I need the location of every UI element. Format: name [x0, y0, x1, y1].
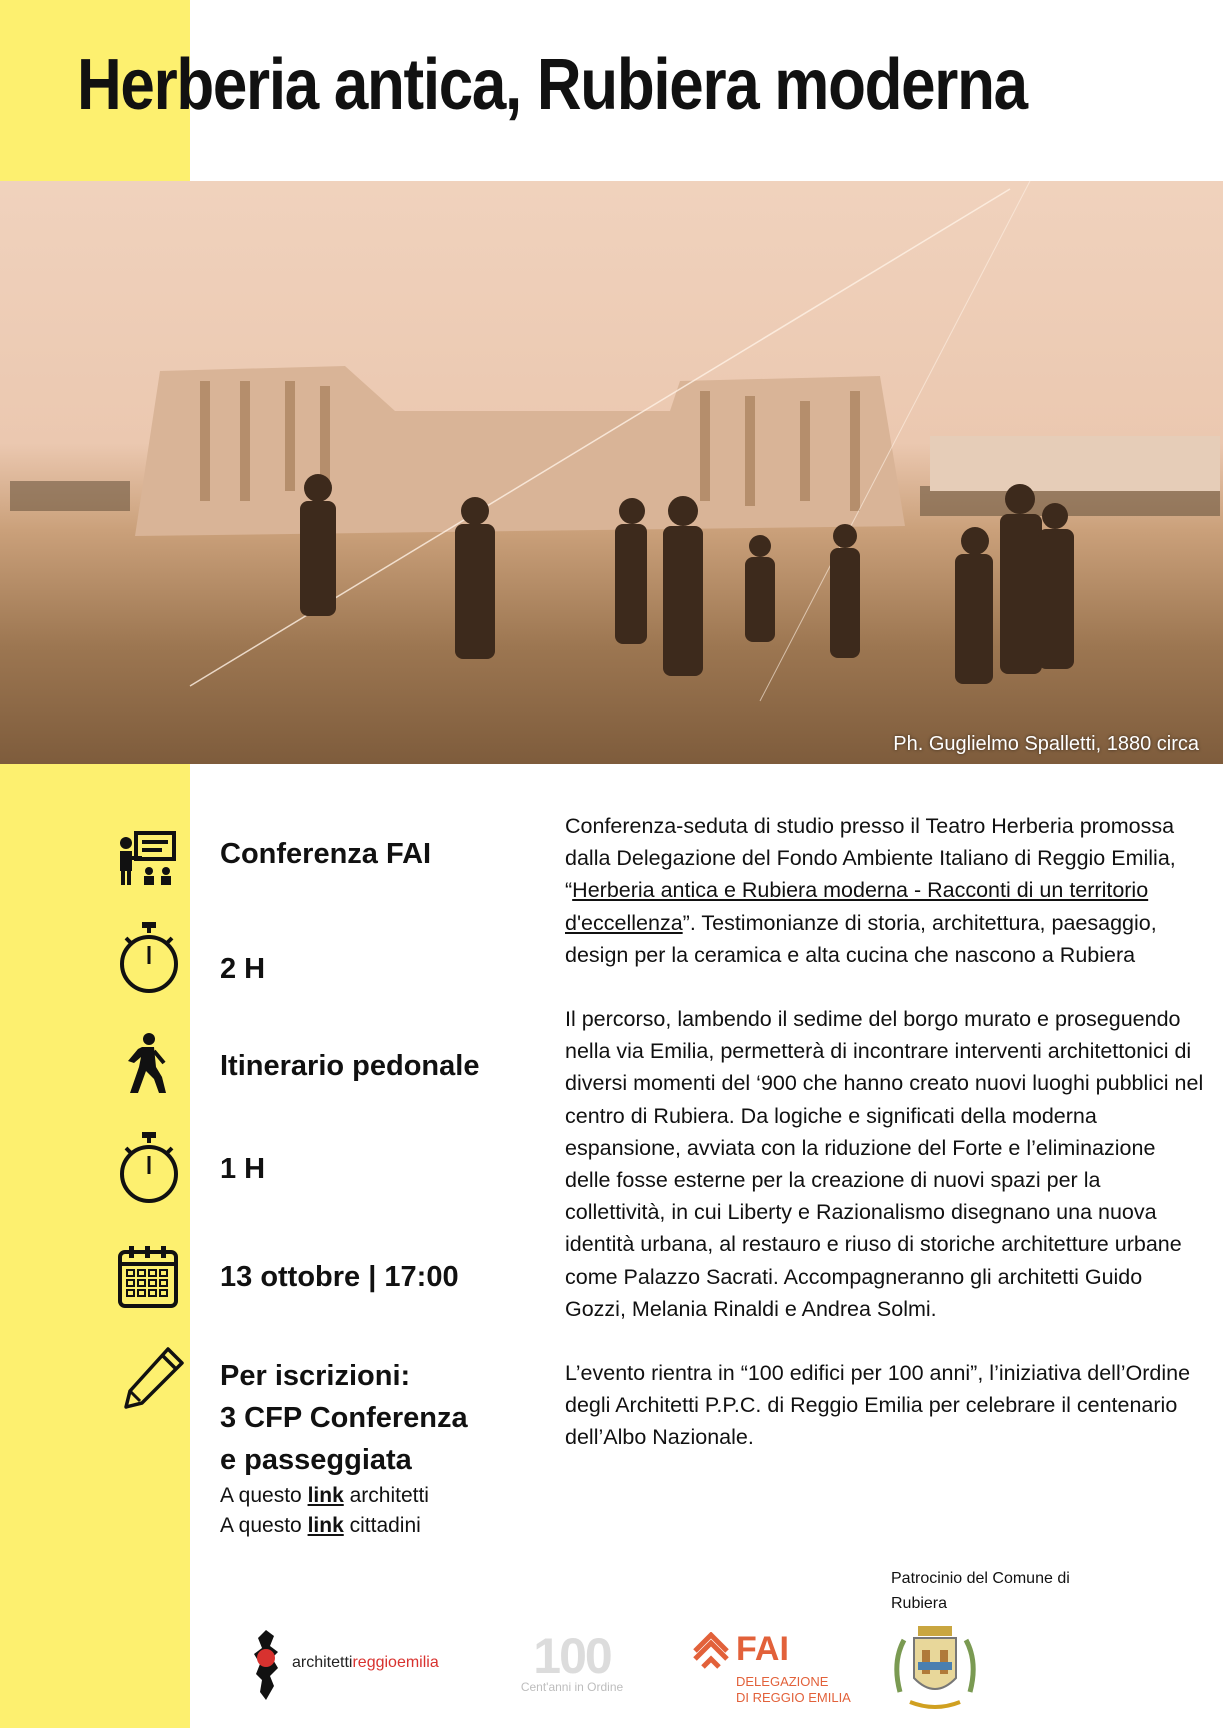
event-description — [565, 810, 1205, 1486]
registration-cfp-cont: e passeggiata — [220, 1444, 412, 1476]
citizens-link[interactable]: link — [307, 1514, 344, 1537]
description-paragraph-1: Conferenza-seduta di studio presso il Teatro Herberia promossa dalla Delegazione del Fondo Ambiente Italiano di Reggio Emilia, “Herberia antica e Rubiera moderna - Racconti di un territorio d'eccellenza”. Testimonianze di storia, architettura, paesaggio, design per la ceramica e alta cucina che nascono a Rubiera — [565, 814, 1176, 967]
page-title: Herberia antica, Rubiera moderna — [77, 45, 1027, 125]
photo-credit: Ph. Guglielmo Spalletti, 1880 circa — [893, 733, 1199, 755]
info-label-conference: Conferenza FAI — [220, 838, 432, 870]
info-label-duration-conference: 2 H — [220, 953, 266, 985]
emilia-map-icon — [248, 1628, 298, 1704]
architetti-reggio-emilia-logo: architettireggioemilia — [248, 1628, 478, 1704]
description-paragraph-2: Il percorso, lambendo il sedime del borgo murato e proseguendo nella via Emilia, permetterà di incontrare interventi architettonici di diversi momenti del ‘900 che hanno creato nuovi luoghi pubblici nel centro di Rubiera. Da logiche e significati della moderna espansione, avviata con la riduzione del Forte e l’eliminazione delle fosse esterne per la creazione di nuovi spazi per la collettività, in cui Liberty e Razionalismo disegnano una nuova identità urbana, al restauro e riuso di storiche architetture urbane come Palazzo Sacrati. Accompagneranno gli architetti Guido Gozzi, Melania Rinaldi e Andrea Solmi. — [565, 1007, 1204, 1321]
stopwatch-icon — [118, 922, 180, 994]
photo-illustration — [0, 181, 1223, 764]
registration-architects-line: A questo link architetti — [220, 1484, 429, 1507]
comune-di-rubiera-coat-of-arms — [890, 1622, 980, 1714]
pencil-icon — [122, 1345, 186, 1409]
registration-heading: Per iscrizioni: — [220, 1360, 411, 1392]
fai-logo: FAI DELEGAZIONE DI REGGIO EMILIA — [692, 1630, 872, 1702]
info-label-walking: Itinerario pedonale — [220, 1050, 480, 1082]
registration-citizens-line: A questo link cittadini — [220, 1514, 421, 1537]
presentation-icon — [118, 830, 178, 886]
stopwatch-icon — [118, 1132, 180, 1204]
info-label-date: 13 ottobre | 17:00 — [220, 1261, 459, 1293]
fai-symbol-icon — [692, 1632, 730, 1670]
cento-anni-logo: 100 Cent'anni in Ordine — [520, 1628, 624, 1694]
historic-photo — [0, 181, 1223, 764]
registration-block — [220, 1355, 520, 1541]
patronage-text: Patrocinio del Comune di Rubiera — [891, 1570, 1070, 1612]
description-paragraph-3: L’evento rientra in “100 edifici per 100 anni”, l’iniziativa dell’Ordine degli Architetti P.P.C. di Reggio Emilia per celebrare il centenario dell’Albo Nazionale. — [565, 1361, 1191, 1450]
info-label-duration-walk: 1 H — [220, 1153, 266, 1185]
conference-title-link[interactable]: Herberia antica e Rubiera moderna - Racconti di un territorio d'eccellenza — [565, 878, 1149, 935]
calendar-icon — [118, 1244, 178, 1308]
architects-link[interactable]: link — [307, 1484, 344, 1507]
registration-cfp: 3 CFP Conferenza — [220, 1402, 468, 1434]
walking-person-icon — [124, 1033, 170, 1095]
